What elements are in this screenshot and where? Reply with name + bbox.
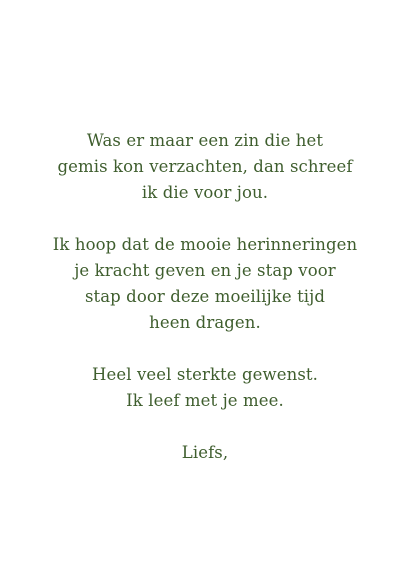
paragraph-wishes: [0, 362, 410, 414]
paragraph-closing: [0, 440, 410, 466]
message-line: stap door deze moeilijke tijd: [84, 287, 326, 306]
card-message: [0, 128, 410, 492]
message-line: je kracht geven en je stap voor: [74, 261, 336, 280]
paragraph-condolence-opening: [0, 128, 410, 206]
message-line: Heel veel sterkte gewenst.: [92, 365, 318, 384]
message-line: Ik hoop dat de mooie herinneringen: [52, 235, 358, 254]
message-line: gemis kon verzachten, dan schreef: [57, 157, 353, 176]
closing-line: Liefs,: [181, 443, 229, 462]
message-line: ik die voor jou.: [141, 183, 269, 202]
message-line: Was er maar een zin die het: [86, 131, 324, 150]
paragraph-memories: [0, 232, 410, 336]
message-line: Ik leef met je mee.: [126, 391, 284, 410]
message-line: heen dragen.: [149, 313, 261, 332]
